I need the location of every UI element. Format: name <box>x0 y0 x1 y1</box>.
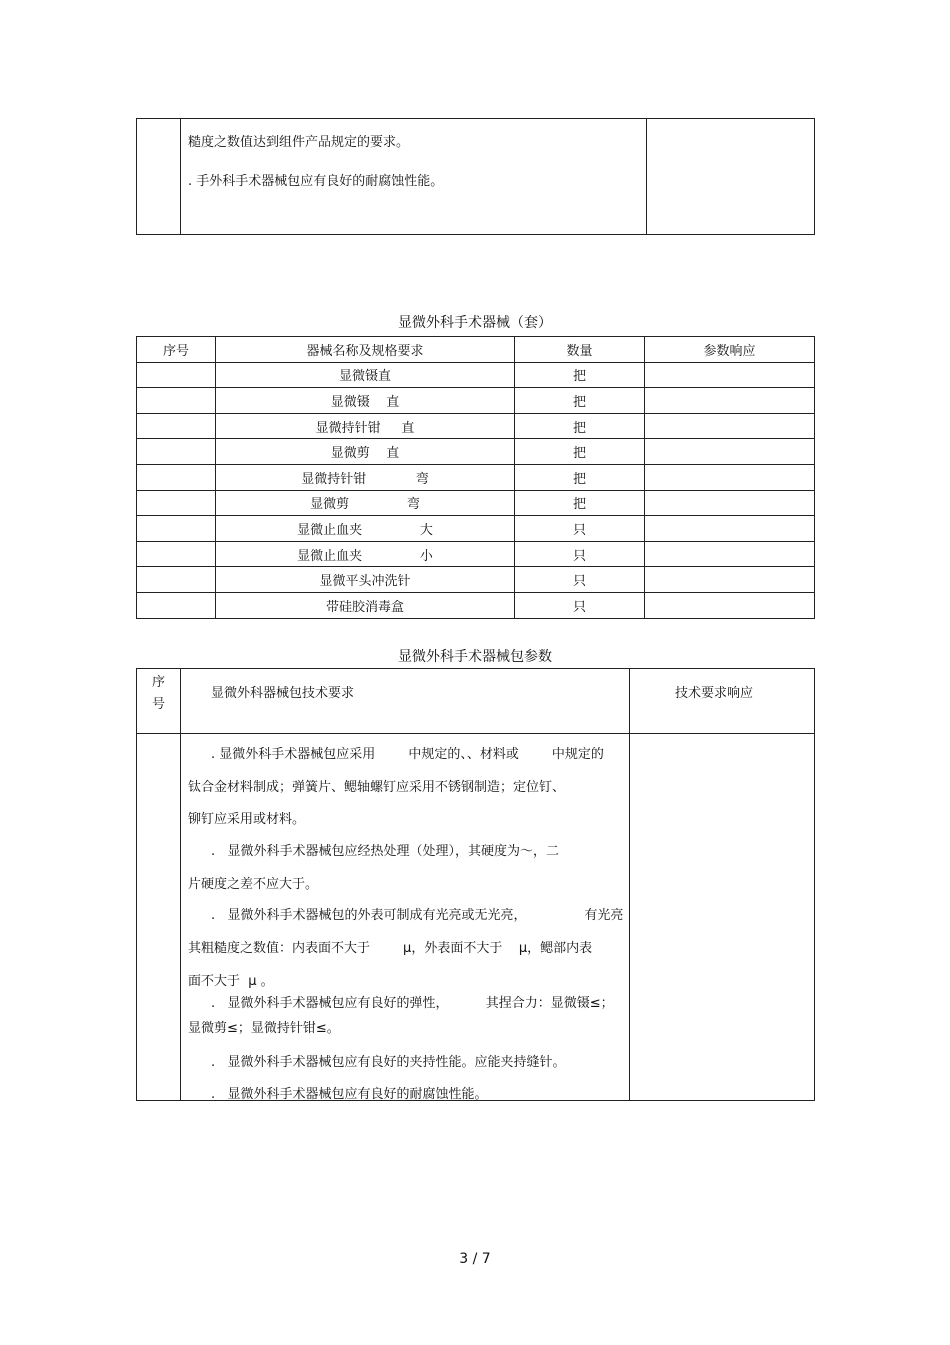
seq-cell <box>137 119 181 235</box>
header-response: 参数响应 <box>645 337 815 363</box>
response-cell <box>630 734 815 1101</box>
requirement-line: 片硬度之差不应大于。 <box>188 877 319 892</box>
table-row <box>137 734 815 1101</box>
page-number: 3 / 7 <box>459 1251 491 1267</box>
instrument-unit: 把 <box>515 362 645 388</box>
instrument-unit: 把 <box>515 439 645 465</box>
instrument-name: 带硅胶消毒盒 <box>216 592 515 618</box>
instrument-unit: 把 <box>515 490 645 516</box>
table-row <box>137 592 815 618</box>
instrument-name: 显微止血夹 小 <box>216 541 515 567</box>
requirement-line: . 显微外科手术器械包应有良好的夹持性能。应能夹持缝针。 <box>211 1055 566 1070</box>
requirement-line: . 显微外科手术器械包应采用 中规定的、、材料或 中规定的 <box>211 747 604 762</box>
instrument-unit: 把 <box>515 413 645 439</box>
requirement-line: 其粗糙度之数值：内表面不大于 μ，外表面不大于 μ，鳃部内表 <box>188 941 593 956</box>
table-row <box>137 362 815 388</box>
requirement-line: . 显微外科手术器械包的外表可制成有光亮或无光亮， 有光亮 <box>211 908 624 923</box>
instrument-pack-params-title: 显微外科手术器械包参数 <box>398 649 552 665</box>
header-seq: 序 号 <box>137 669 181 734</box>
requirement-line: . 手外科手术器械包应有良好的耐腐蚀性能。 <box>188 174 444 189</box>
seq-cell <box>137 734 181 1101</box>
instrument-set-title: 显微外科手术器械（套） <box>398 315 552 331</box>
header-seq: 序号 <box>137 337 216 363</box>
instrument-name: 显微持针钳 直 <box>216 413 515 439</box>
table-row <box>137 516 815 542</box>
instrument-name: 显微平头冲洗针 <box>216 567 515 593</box>
table-row <box>137 388 815 414</box>
instrument-name: 显微剪 直 <box>216 439 515 465</box>
table-row <box>137 567 815 593</box>
requirement-line: 显微剪≤；显微持针钳≤。 <box>188 1021 340 1036</box>
table-row <box>137 413 815 439</box>
table-row <box>137 490 815 516</box>
requirement-line: 铆钉应采用或材料。 <box>188 812 306 827</box>
instrument-name: 显微镊 直 <box>216 388 515 414</box>
table-header-row <box>137 669 815 734</box>
header-requirement: 显微外科器械包技术要求 <box>181 669 630 734</box>
instrument-name: 显微持针钳 弯 <box>216 464 515 490</box>
instrument-unit: 只 <box>515 592 645 618</box>
requirement-line: 糙度之数值达到组件产品规定的要求。 <box>188 135 410 150</box>
instrument-name: 显微镊直 <box>216 362 515 388</box>
header-qty: 数量 <box>515 337 645 363</box>
requirement-line: 面不大于 μ 。 <box>188 974 274 989</box>
requirement-cell <box>181 119 647 235</box>
requirement-cell <box>181 734 630 1101</box>
continuation-table <box>136 118 815 235</box>
instrument-name: 显微剪 弯 <box>216 490 515 516</box>
table-row <box>137 464 815 490</box>
response-cell <box>647 119 815 235</box>
requirement-line: 钛合金材料制成；弹簧片、鳃轴螺钉应采用不锈钢制造；定位钉、 <box>188 780 566 795</box>
instrument-pack-params-table <box>136 668 815 1101</box>
instrument-unit: 只 <box>515 567 645 593</box>
table-header-row <box>137 337 815 363</box>
instrument-name: 显微止血夹 大 <box>216 516 515 542</box>
instrument-set-table <box>136 336 815 619</box>
requirement-line: . 显微外科手术器械包应经热处理（处理），其硬度为～，二 <box>211 844 560 859</box>
requirement-line: . 显微外科手术器械包应有良好的弹性， 其捏合力：显微镊≤； <box>211 996 614 1011</box>
header-response: 技术要求响应 <box>630 669 815 734</box>
instrument-unit: 把 <box>515 464 645 490</box>
header-name: 器械名称及规格要求 <box>216 337 515 363</box>
instrument-unit: 把 <box>515 388 645 414</box>
instrument-unit: 只 <box>515 541 645 567</box>
table-row <box>137 439 815 465</box>
table-row <box>137 541 815 567</box>
requirement-line: . 显微外科手术器械包应有良好的耐腐蚀性能。 <box>211 1087 488 1102</box>
instrument-unit: 只 <box>515 516 645 542</box>
